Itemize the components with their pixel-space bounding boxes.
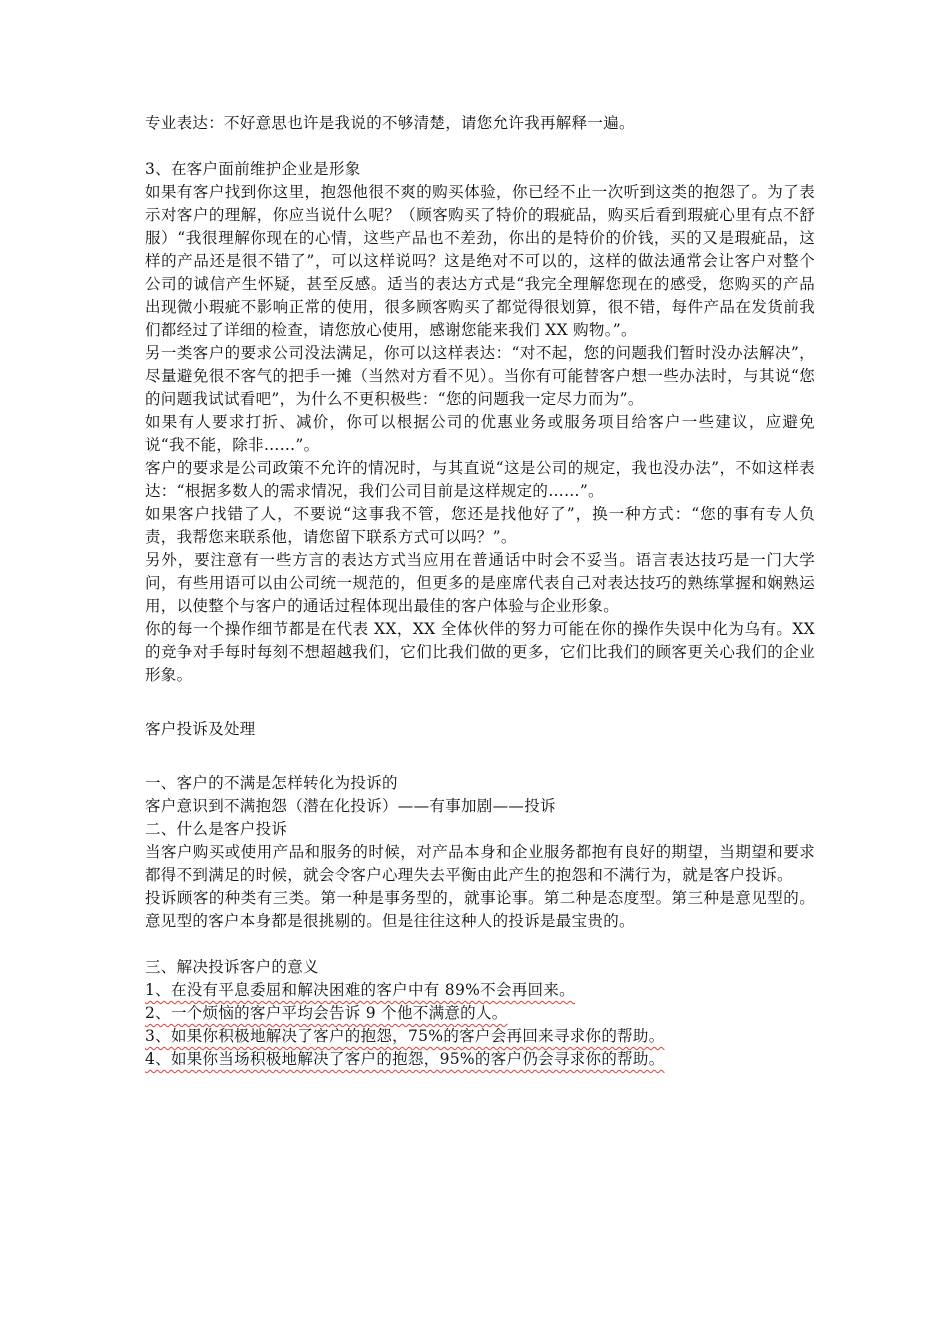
heading-two: 二、什么是客户投诉 — [145, 820, 288, 838]
list-item — [145, 1025, 815, 1048]
complaint-chain-line: 客户意识到不满抱怨（潜在化投诉）——有事加剧——投诉 — [145, 797, 556, 815]
paragraph-policy: 客户的要求是公司政策不允许的情况时，与其直说“这是公司的规定，我也没办法”，不如这样表达：“根据多数人的需求情况，我们公司目前是这样规定的……”。 — [145, 459, 815, 500]
paragraph-dialect: 另外，要注意有一些方言的表达方式当应用在普通话中时会不妥当。语言表达技巧是一门大学问，有些用语可以由公司统一规范的，但更多的是座席代表自己对表达技巧的熟练掌握和娴熟运用，以使整个与客户的通话过程体现出最佳的客户体验与企业形象。 — [145, 551, 815, 615]
paragraph-wrong-person: 如果客户找错了人，不要说“这事我不管，您还是找他好了”，换一种方式：“您的事有专人负责，我帮您来联系他，请您留下联系方式可以吗？”。 — [145, 505, 815, 546]
list-item — [145, 1048, 815, 1071]
list-item-text: 4、如果你当场积极地解决了客户的抱怨，95%的客户仍会寻求你的帮助。 — [145, 1050, 665, 1068]
heading-three: 三、解决投诉客户的意义 — [145, 958, 319, 976]
section-title: 客户投诉及处理 — [145, 720, 256, 738]
list-item-text: 3、如果你积极地解决了客户的抱怨，75%的客户会再回来寻求你的帮助。 — [145, 1027, 665, 1045]
document-body — [145, 112, 815, 1071]
intro-paragraph: 专业表达：不好意思也许是我说的不够清楚，请您允许我再解释一遍。 — [145, 114, 635, 132]
list-item-text: 1、在没有平息委屈和解决困难的客户中有 89%不会再回来。 — [145, 981, 575, 999]
paragraph-complaint-types: 投诉顾客的种类有三类。第一种是事务型的，就事论事。第二种是态度型。第三种是意见型的。意见型的客户本身都是很挑剔的。但是往往这种人的投诉是最宝贵的。 — [145, 889, 815, 930]
paragraph-definition: 当客户购买或使用产品和服务的时候，对产品本身和企业服务都抱有良好的期望，当期望和要求都得不到满足的时候，就会令客户心理失去平衡由此产生的抱怨和不满行为，就是客户投诉。 — [145, 843, 815, 884]
significance-list — [145, 979, 815, 1071]
paragraph-discount: 如果有人要求打折、减价，你可以根据公司的优惠业务或服务项目给客户一些建议，应避免说“我不能，除非……”。 — [145, 413, 815, 454]
section-3-heading: 3、在客户面前维护企业是形象 — [145, 160, 361, 178]
paragraph-complaint-example: 如果有客户找到你这里，抱怨他很不爽的购买体验，你已经不止一次听到这类的抱怨了。为了表示对客户的理解，你应当说什么呢？（顾客购买了特价的瑕疵品，购买后看到瑕疵心里有点不舒服）“我很理解你现在的心情，这些产品也不差劲，你出的是特价的价钱，买的又是瑕疵品，这样的产品还是很不错了”，可以这样说吗？这是绝对不可以的，这样的做法通常会让客户对整个公司的诚信产生怀疑，甚至反感。适当的表达方式是“我完全理解您现在的感受，您购买的产品出现微小瑕疵不影响正常的使用，很多顾客购买了都觉得很划算，很不错，每件产品在发货前我们都经过了详细的检查，请您放心使用，感谢您能来我们 XX 购物。”。 — [145, 183, 815, 339]
list-item — [145, 979, 815, 1002]
paragraph-cannot-satisfy: 另一类客户的要求公司没法满足，你可以这样表达：“对不起，您的问题我们暂时没办法解决”，尽量避免很不客气的把手一摊（当然对方看不见）。当你有可能替客户想一些办法时，与其说“您的问题我试试看吧”，为什么不更积极些：“您的问题我一定尽力而为”。 — [145, 344, 815, 408]
paragraph-brand-image: 你的每一个操作细节都是在代表 XX，XX 全体伙伴的努力可能在你的操作失误中化为乌有。XX 的竞争对手每时每刻不想超越我们，它们比我们做的更多，它们比我们的顾客更关心我们的企业形象。 — [145, 620, 815, 684]
list-item — [145, 1002, 815, 1025]
list-item-text: 2、一个烦恼的客户平均会告诉 9 个他不满意的人。 — [145, 1004, 508, 1022]
heading-one: 一、客户的不满是怎样转化为投诉的 — [145, 774, 398, 792]
